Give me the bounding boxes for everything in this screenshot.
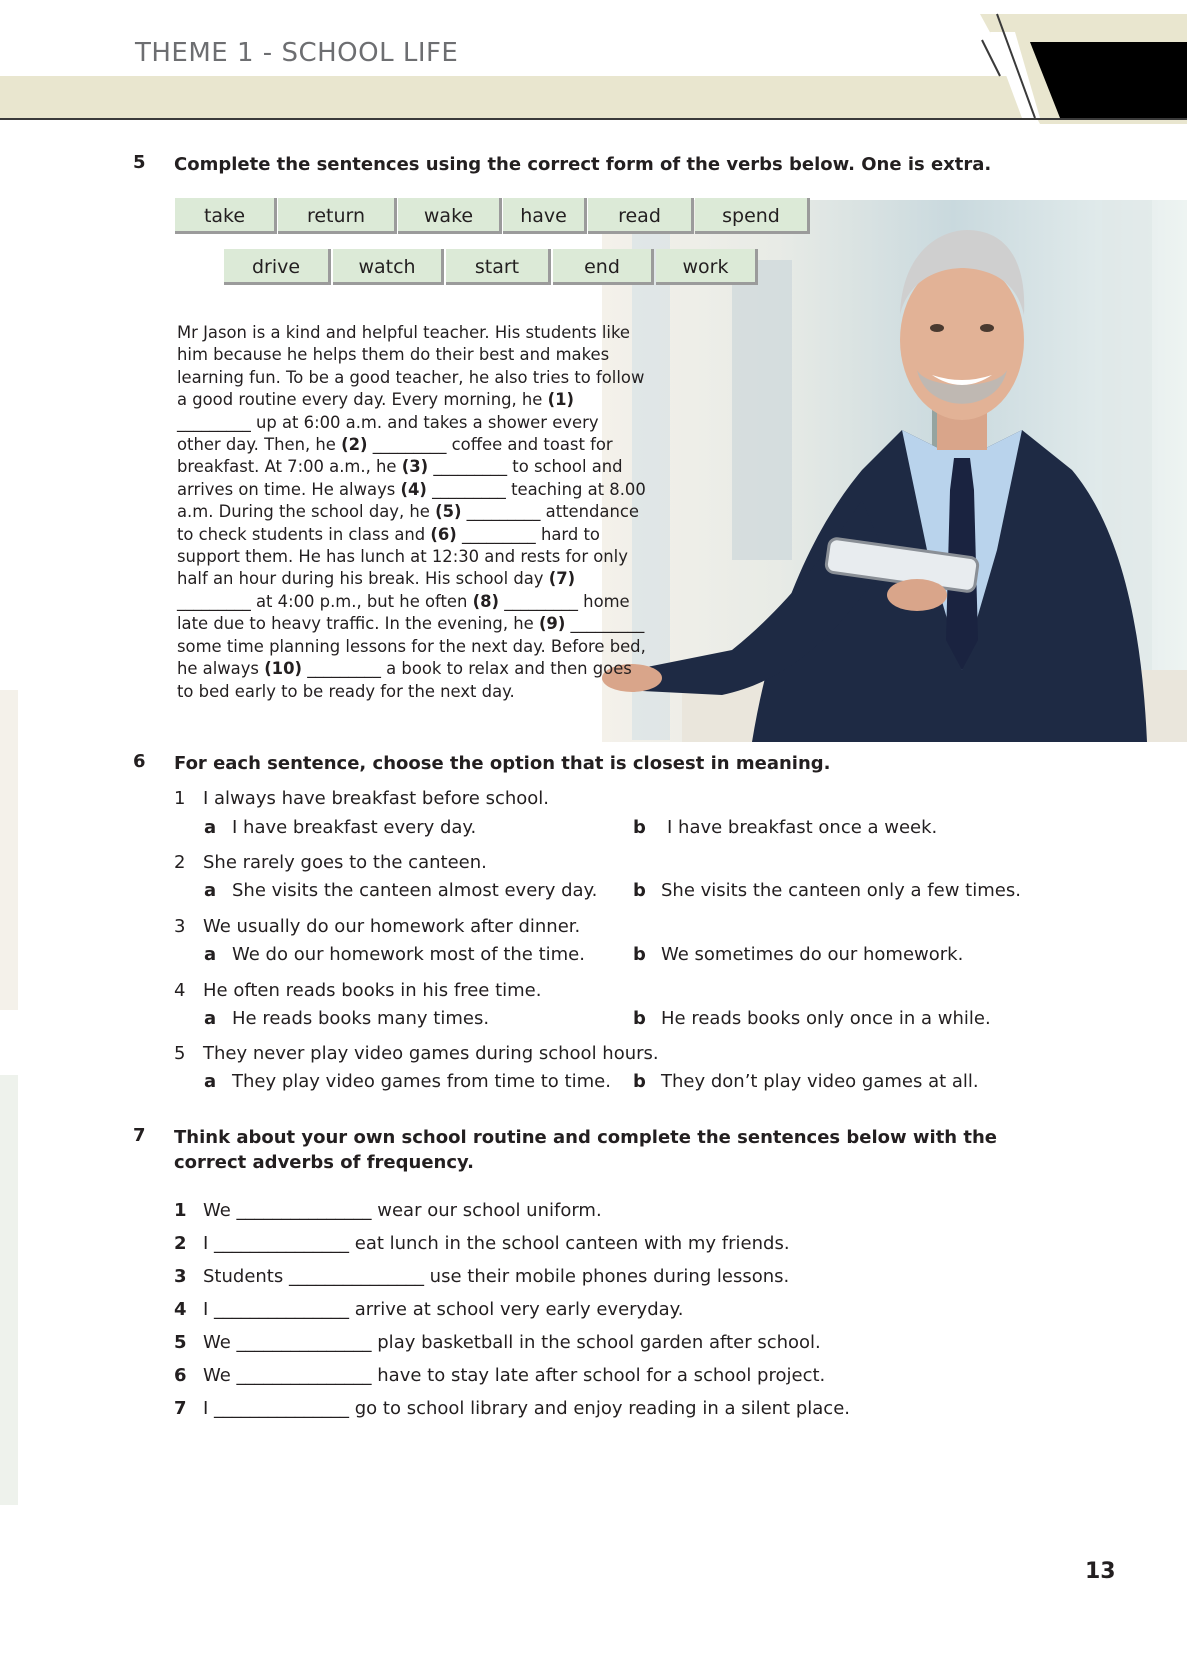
ex6-option-a: They play video games from time to time. [232, 1071, 611, 1092]
ex7-item-number: 4 [174, 1299, 187, 1320]
word-box-have: have [503, 198, 587, 234]
word-box-take: take [175, 198, 277, 234]
ex6-item-number: 2 [174, 852, 186, 873]
ex6-option-a: She visits the canteen almost every day. [232, 880, 598, 901]
word-box-return: return [278, 198, 397, 234]
exercise-7-number: 7 [133, 1125, 146, 1146]
ex6-option-b-label: b [633, 944, 646, 965]
ex6-option-b: They don’t play video games at all. [661, 1071, 979, 1092]
word-box-start: start [446, 249, 551, 285]
left-edge-strip [0, 1075, 18, 1505]
word-box-read: read [588, 198, 694, 234]
ex6-option-b-label: b [633, 1008, 646, 1029]
exercise-5-number: 5 [133, 152, 146, 173]
blank-number: (7) [548, 569, 576, 589]
ex7-item-sentence: I _______________ arrive at school very early everyday. [203, 1299, 684, 1320]
header-band [0, 76, 1040, 118]
ex6-item-sentence: We usually do our homework after dinner. [203, 916, 581, 937]
blank-number: (8) [472, 591, 499, 611]
ex6-option-b: He reads books only once in a while. [661, 1008, 991, 1029]
blank-number: (10) [264, 659, 302, 679]
exercise-6-instruction: For each sentence, choose the option that is closest in meaning. [174, 753, 831, 774]
reading-passage [177, 322, 647, 703]
ex6-item-number: 4 [174, 980, 186, 1001]
passage-text: _________ home late due to heavy traffic. In the evening, he [177, 591, 630, 634]
blank-number: (3) [401, 457, 429, 477]
blank-number: (9) [538, 614, 566, 634]
ex6-item-number: 3 [174, 916, 186, 937]
header-rule [0, 118, 1187, 120]
word-box-wake: wake [398, 198, 502, 234]
passage-text: Mr Jason is a kind and helpful teacher. His students like him because he helps them do their best and makes learning fun. To be a good teacher, he also tries to follow a good routine every day. Every morning, he [177, 323, 645, 410]
ex6-option-b: I have breakfast once a week. [667, 817, 938, 838]
ex6-option-b: She visits the canteen only a few times. [661, 880, 1021, 901]
passage-text: _________ up at 6:00 a.m. and takes a shower every other day. Then, he [177, 412, 599, 455]
passage-text: _________ a book to relax and then goes to bed early to be ready for the next day. [177, 659, 632, 701]
ex7-item-sentence: We _______________ wear our school uniform. [203, 1200, 602, 1221]
passage-text: _________ to school and arrives on time. He always [177, 457, 623, 499]
ex6-option-a: I have breakfast every day. [232, 817, 477, 838]
ex6-option-a: He reads books many times. [232, 1008, 490, 1029]
ex6-option-a-label: a [204, 1008, 217, 1029]
exercise-7-instruction: Think about your own school routine and complete the sentences below with the correct adverbs of frequency. [174, 1127, 998, 1173]
ex7-item-number: 6 [174, 1365, 187, 1386]
ex6-item-sentence: They never play video games during school hours. [203, 1043, 659, 1064]
ex6-item-sentence: She rarely goes to the canteen. [203, 852, 487, 873]
passage-text: _________ teaching at 8.00 a.m. During the school day, he [177, 479, 646, 522]
ex7-item-sentence: I _______________ eat lunch in the school canteen with my friends. [203, 1233, 790, 1254]
ex6-option-b-label: b [633, 817, 646, 838]
ex6-item-sentence: I always have breakfast before school. [203, 788, 550, 809]
page-number: 13 [1085, 1559, 1116, 1584]
theme-title: THEME 1 - SCHOOL LIFE [135, 38, 459, 68]
word-box-drive: drive [224, 249, 331, 285]
blank-number: (6) [430, 524, 457, 544]
header-corner-graphic [900, 0, 1187, 124]
left-edge-strip [0, 690, 18, 1010]
ex6-option-a-label: a [204, 817, 217, 838]
word-box-spend: spend [695, 198, 810, 234]
blank-number: (1) [547, 390, 574, 410]
ex7-item-sentence: I _______________ go to school library and enjoy reading in a silent place. [203, 1398, 850, 1419]
passage-text: _________ attendance to check students in class and [177, 502, 639, 544]
ex6-option-b-label: b [633, 880, 646, 901]
ex6-option-a-label: a [204, 880, 217, 901]
exercise-5-instruction: Complete the sentences using the correct form of the verbs below. One is extra. [174, 154, 992, 175]
ex6-option-b-label: b [633, 1071, 646, 1092]
blank-number: (5) [435, 502, 462, 522]
word-box-end: end [553, 249, 654, 285]
blank-number: (4) [400, 479, 427, 499]
ex6-option-a: We do our homework most of the time. [232, 944, 585, 965]
passage-text: _________ some time planning lessons for the next day. Before bed, he always [177, 614, 646, 679]
ex6-option-a-label: a [204, 944, 217, 965]
ex7-item-sentence: Students _______________ use their mobile phones during lessons. [203, 1266, 790, 1287]
ex6-item-number: 5 [174, 1043, 186, 1064]
ex7-item-number: 3 [174, 1266, 187, 1287]
ex6-option-b: We sometimes do our homework. [661, 944, 964, 965]
ex7-item-sentence: We _______________ play basketball in the school garden after school. [203, 1332, 821, 1353]
ex7-item-number: 5 [174, 1332, 187, 1353]
ex7-item-number: 2 [174, 1233, 187, 1254]
word-box-watch: watch [333, 249, 444, 285]
ex6-option-a-label: a [204, 1071, 217, 1092]
ex6-item-number: 1 [174, 788, 186, 809]
passage-text: _________ hard to support them. He has lunch at 12:30 and rests for only half an hour during his break. His school day [177, 524, 628, 589]
ex7-item-number: 7 [174, 1398, 187, 1419]
ex6-item-sentence: He often reads books in his free time. [203, 980, 542, 1001]
passage-text: _________ at 4:00 p.m., but he often [177, 591, 473, 611]
word-box-work: work [656, 249, 758, 285]
blank-number: (2) [341, 435, 368, 455]
exercise-6-number: 6 [133, 751, 146, 772]
ex7-item-number: 1 [174, 1200, 187, 1221]
passage-text: _________ coffee and toast for breakfast. At 7:00 a.m., he [177, 435, 613, 477]
ex7-item-sentence: We _______________ have to stay late after school for a school project. [203, 1365, 826, 1386]
